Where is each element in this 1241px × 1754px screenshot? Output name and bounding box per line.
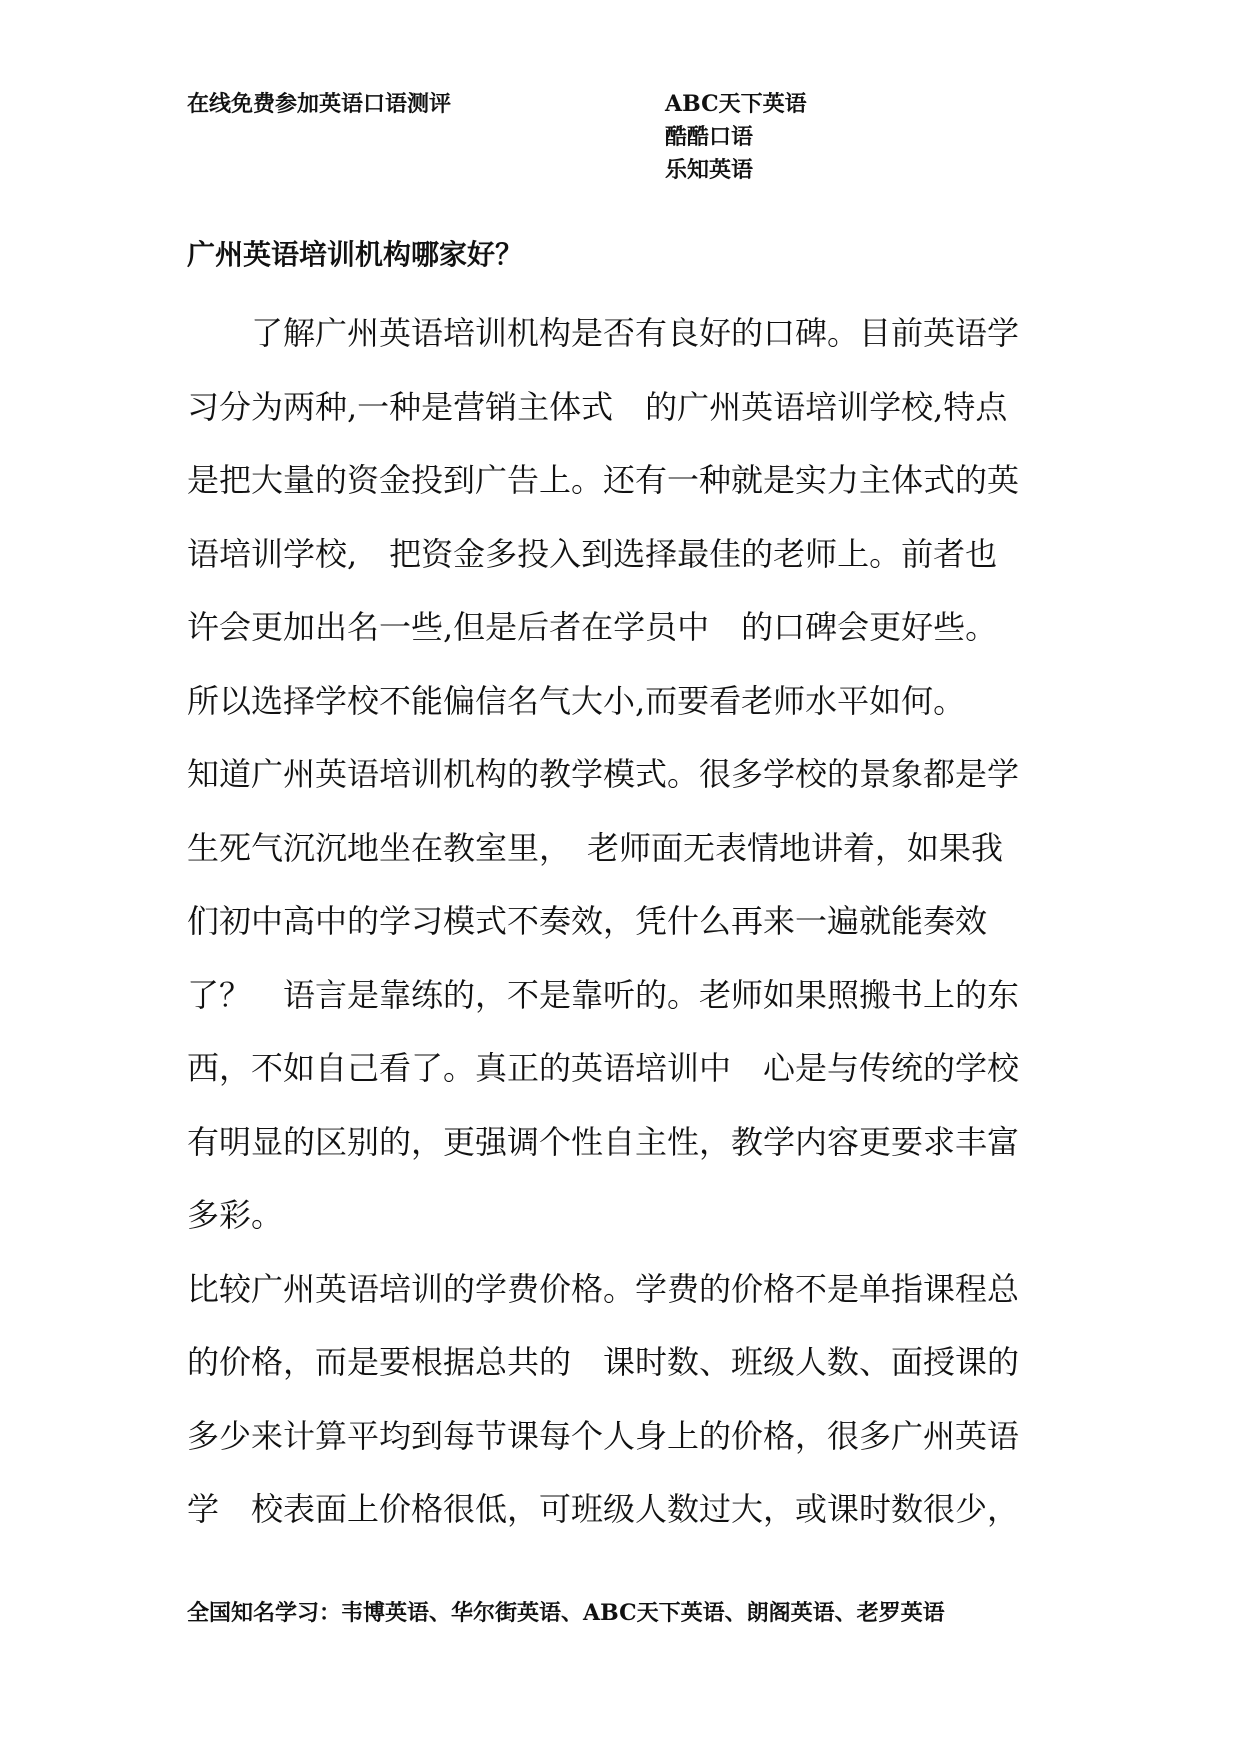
body-line: 所以选择学校不能偏信名气大小,而要看老师水平如何。 [187, 681, 966, 720]
header-link-abc[interactable]: ABC天下英语 [665, 91, 807, 117]
body-line: 比较广州英语培训的学费价格。学费的价格不是单指课程总 [187, 1269, 1020, 1308]
body-line: 生死气沉沉地坐在教室里， 老师面无表情地讲着，如果我 [187, 828, 1004, 867]
body-line: 知道广州英语培训机构的教学模式。很多学校的景象都是学 [187, 755, 1020, 793]
body-line: 习分为两种,一种是营销主体式 的广州英语培训学校,特点 [187, 387, 1008, 426]
body-line: 西，不如自己看了。真正的英语培训中 心是与传统的学校 [187, 1049, 1020, 1087]
body-line: 了？ 语言是靠练的，不是靠听的。老师如果照搬书上的东 [187, 975, 1020, 1014]
body-line: 有明显的区别的，更强调个性自主性，教学内容更要求丰富 [187, 1122, 1020, 1161]
body-line: 许会更加出名一些,但是后者在学员中 的口碑会更好些。 [187, 608, 998, 646]
header-link-lezhi[interactable]: 乐知英语 [665, 157, 754, 183]
body-line: 了解广州英语培训机构是否有良好的口碑。目前英语学 [187, 314, 1020, 352]
header-link-list [665, 88, 807, 187]
body-line: 是把大量的资金投到广告上。还有一种就是实力主体式的英 [187, 461, 1020, 499]
body-line: 多彩。 [187, 1196, 284, 1234]
body-line: 多少来计算平均到每节课每个人身上的价格，很多广州英语 [187, 1416, 1020, 1455]
body-line: 语培训学校, 把资金多投入到选择最佳的老师上。前者也 [187, 534, 998, 573]
header-promo-text: 在线免费参加英语口语测评 [187, 91, 452, 117]
body-line: 学 校表面上价格很低，可班级人数过大，或课时数很少， [187, 1490, 1020, 1528]
body-line: 的价格，而是要根据总共的 课时数、班级人数、面授课的 [187, 1343, 1020, 1381]
article-title: 广州英语培训机构哪家好？ [187, 238, 524, 271]
body-line: 们初中高中的学习模式不奏效，凭什么再来一遍就能奏效 [187, 902, 988, 940]
header-link-kuku[interactable]: 酷酷口语 [665, 124, 754, 150]
article-body [187, 297, 1057, 1547]
footer-text: 全国知名学习：韦博英语、华尔街英语、ABC天下英语、朗阁英语、老罗英语 [187, 1600, 945, 1626]
